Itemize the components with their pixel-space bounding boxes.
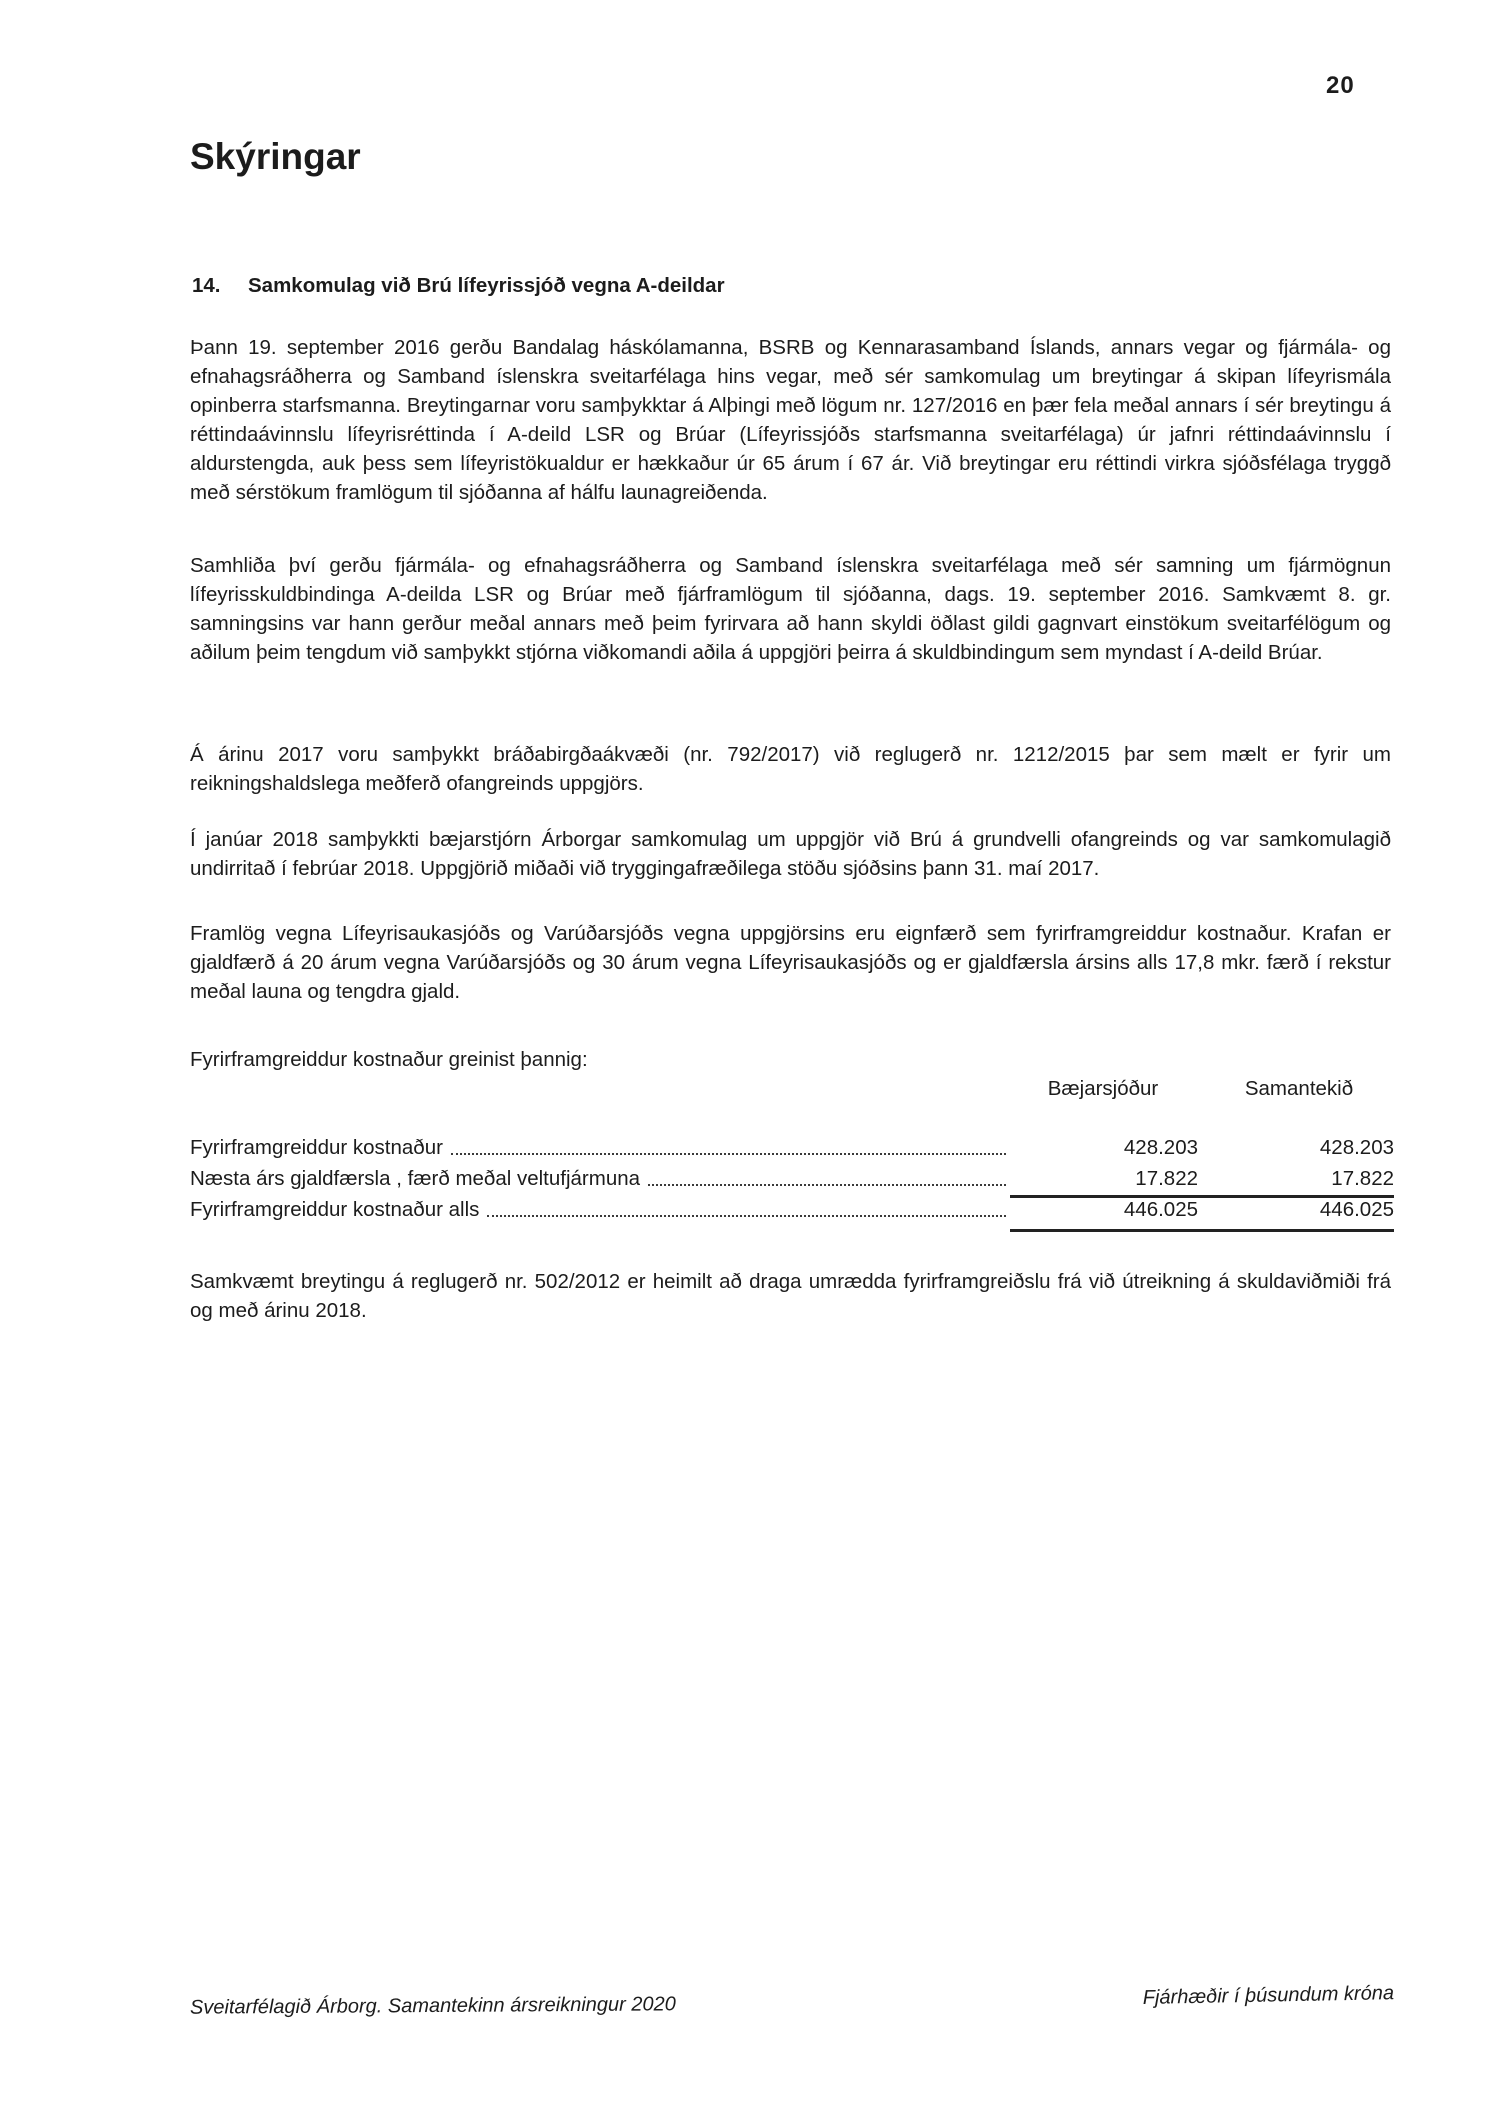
footer-amounts-note: Fjárhæðir í þúsundum króna: [1142, 1982, 1395, 2009]
paragraph-regulation-2017: Á árinu 2017 voru samþykkt bráðabirgðaákvæði (nr. 792/2017) við reglugerð nr. 1212/2015 þar sem mælt er fyrir um reikningshaldslega meðferð ofangreinds uppgjörs.: [190, 743, 1391, 795]
row-value-samantekid: 428.203: [1319, 1136, 1394, 1159]
dotted-leader: [451, 1152, 1006, 1155]
page-title: Skýringar: [190, 136, 361, 177]
paragraph-funding-contract: Samhliða því gerðu fjármála- og efnahagsráðherra og Samband íslenskra sveitarfélaga með sér samning um fjármögnun lífeyrisskuldbindinga A-deilda LSR og Brúar með fjárframlögum til sjóðanna, dags. 19. september 2016. Samkvæmt 8. gr. samningsins var hann gerður meðal annars með þeim fyrirvara að hann skyldi öðlast gildi gagnvart einstökum sveitarfélögum og aðilum þeim tengdum við samþykkt stjórna viðkomandi aðila á uppgjöri þeirra á skuldbindingum sem myndast í A-deild Brúar.: [190, 554, 1391, 664]
section-number: 14.: [192, 274, 221, 297]
table-row-next-year-expense: [190, 1160, 1394, 1191]
dotted-leader: [648, 1183, 1006, 1186]
table-rule-below-total: [1010, 1229, 1394, 1232]
closing-paragraph: Samkvæmt breytingu á reglugerð nr. 502/2012 er heimilt að draga umrædda fyrirframgreiðslu frá við útreikning á skuldaviðmiði frá og með árinu 2018.: [190, 1270, 1391, 1322]
section-title: Samkomulag við Brú lífeyrissjóð vegna A-deildar: [248, 274, 725, 297]
financial-table: [190, 1129, 1394, 1222]
table-rule-above-total: [1010, 1195, 1394, 1198]
row-value-samantekid: 446.025: [1319, 1198, 1394, 1221]
section-heading: [192, 274, 1392, 298]
row-label-wrap: [190, 1136, 1008, 1160]
column-header-samantekid: Samantekið: [1244, 1077, 1354, 1100]
row-value-samantekid: 17.822: [1331, 1167, 1394, 1190]
row-value-baejarsjodur: 446.025: [1123, 1198, 1198, 1221]
table-column-headers: [190, 1077, 1394, 1101]
column-header-baejarsjodur: Bæjarsjóður: [1047, 1077, 1159, 1100]
paragraph-agreement: Þann 19. september 2016 gerðu Bandalag háskólamanna, BSRB og Kennarasamband Íslands, annars vegar og fjármála- og efnahagsráðherra og Samband íslenskra sveitarfélaga hins vegar, með sér samkomulag um breytingar á skipan lífeyrismála opinberra starfsmanna. Breytingarnar voru samþykktar á Alþingi með lögum nr. 127/2016 en þær fela meðal annars í sér breytingu á réttindaávinnslu lífeyrisréttinda í A-deild LSR og Brúar (Lífeyrissjóðs starfsmanna sveitarfélaga) úr jafnri réttindaávinnslu í aldurstengda, auk þess sem lífeyristökualdur er hækkaður úr 65 árum í 67 ár. Við breytingar eru réttindi virkra sjóðsfélaga tryggð með sérstökum framlögum til sjóðanna af hálfu launagreiðenda.: [190, 336, 1391, 504]
table-row-prepaid-cost: [190, 1129, 1394, 1160]
paragraph-prepaid-cost: Framlög vegna Lífeyrisaukasjóðs og Varúðarsjóðs vegna uppgjörsins eru eignfærð sem fyrirframgreiddur kostnaður. Krafan er gjaldfærð á 20 árum vegna Varúðarsjóðs og 30 árum vegna Lífeyrisaukasjóðs og er gjaldfærsla ársins alls 17,8 mkr. færð í rekstur meðal launa og tengdra gjald.: [190, 922, 1391, 1003]
row-label: Fyrirframgreiddur kostnaður alls: [190, 1198, 480, 1221]
row-value-baejarsjodur: 428.203: [1123, 1136, 1198, 1159]
row-label: Fyrirframgreiddur kostnaður: [190, 1136, 443, 1159]
row-label-wrap: [190, 1167, 1008, 1191]
paragraph-settlement-2018: Í janúar 2018 samþykkti bæjarstjórn Árborgar samkomulag um uppgjör við Brú á grundvelli ofangreinds og var samkomulagið undirritað í febrúar 2018. Uppgjörið miðaði við tryggingafræðilega stöðu sjóðsins þann 31. maí 2017.: [190, 828, 1391, 880]
row-value-baejarsjodur: 17.822: [1135, 1167, 1198, 1190]
table-intro: Fyrirframgreiddur kostnaður greinist þannig:: [190, 1048, 588, 1071]
page-number: 20: [1326, 72, 1355, 99]
dotted-leader: [487, 1214, 1006, 1217]
footer-entity-label: Sveitarfélagið Árborg. Samantekinn ársreikningur 2020: [189, 1993, 676, 2019]
row-label-wrap: [190, 1198, 1008, 1222]
row-label: Næsta árs gjaldfærsla , færð meðal veltufjármuna: [190, 1167, 641, 1190]
column-header-spacer: [190, 1077, 1008, 1101]
